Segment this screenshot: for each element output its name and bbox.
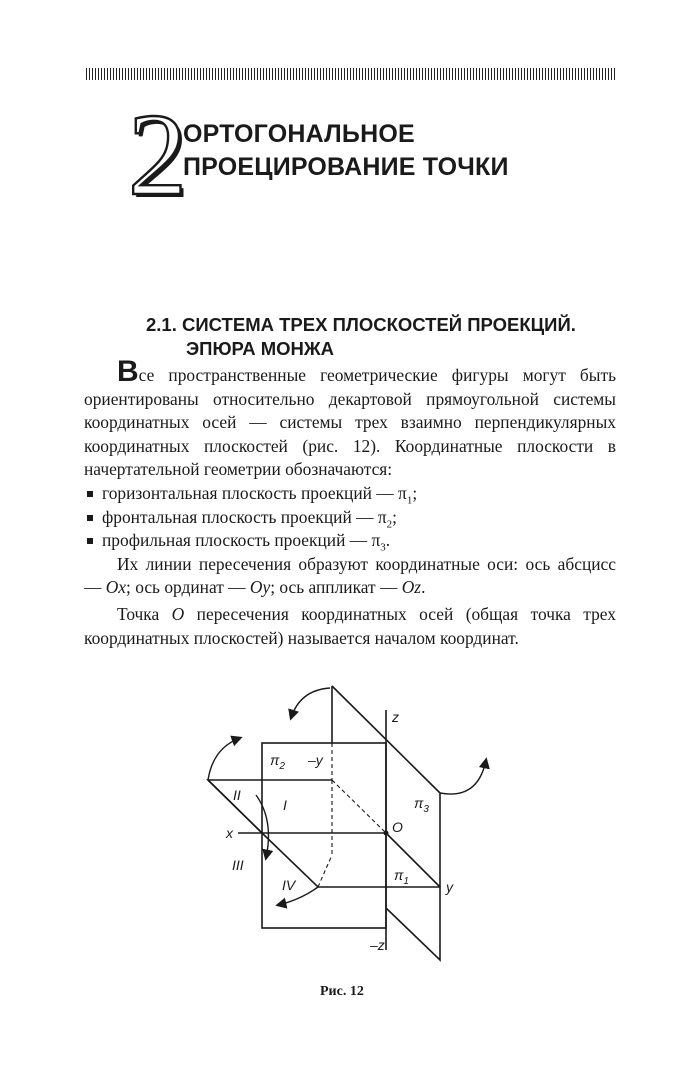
rotation-arrow-pi3 [440, 760, 486, 794]
projection-planes-figure [196, 680, 496, 970]
section-title [146, 313, 576, 361]
label-quadrant-2: II [233, 787, 241, 803]
paragraph-intro [84, 355, 616, 482]
section-title-line1: 2.1. СИСТЕМА ТРЕХ ПЛОСКОСТЕЙ ПРОЕКЦИЙ. [146, 314, 576, 335]
header-rule [86, 68, 616, 80]
body-text [84, 355, 616, 650]
list-item: горизонтальная плоскость проекций — $\pi_1$; [84, 482, 616, 506]
figure-caption: Рис. 12 [320, 984, 364, 999]
label-pi1: $\pi_1$ [394, 867, 409, 887]
label-origin: O [392, 819, 403, 835]
label-x: x [226, 825, 233, 841]
label-z: z [392, 709, 399, 725]
section-title-line2: ЭПЮРА МОНЖА [186, 338, 334, 359]
drop-cap: В [117, 355, 139, 388]
chapter-number: 2 [128, 89, 187, 220]
chapter-title [183, 118, 509, 184]
label-pi3: $\pi_3$ [414, 795, 429, 815]
list-item: фронтальная плоскость проекций — $\pi_2$; [84, 506, 616, 530]
label-minus-y: –y [308, 752, 323, 768]
paragraph-origin: Точка O пересечения координатных осей (общая точка трех координатных плоскостей) называется началом координат. [84, 603, 616, 648]
label-quadrant-3: III [232, 857, 244, 873]
label-quadrant-1: I [283, 797, 287, 813]
chapter-title-line1: ОРТОГОНАЛЬНОЕ [183, 120, 415, 148]
rotation-arrow-top [291, 688, 330, 718]
paragraph-intro-text: се пространственные геометрические фигуры могут быть ориентированы относительно декартовой прямоугольной системы координатных осей — системы трех взаимно перпендикулярных координатных плоскостей (рис. 12). Координатные плоскости в начертательной геометрии обозначаются: [84, 365, 616, 480]
plane-list [84, 482, 616, 553]
label-quadrant-4: IV [282, 877, 296, 893]
label-pi2: $\pi_2$ [270, 752, 285, 772]
paragraph-axes: Их линии пересечения образуют координатные оси: ось абсцисс — Ox; ось ординат — Oy; ось аппликат — Oz. [84, 553, 616, 598]
rotation-arrow-left [208, 738, 240, 780]
label-y: y [446, 879, 453, 895]
list-item: профильная плоскость проекций — $\pi_3$. [84, 529, 616, 553]
chapter-title-line2: ПРОЕЦИРОВАНИЕ ТОЧКИ [183, 153, 509, 181]
label-minus-z: –z [370, 937, 385, 953]
